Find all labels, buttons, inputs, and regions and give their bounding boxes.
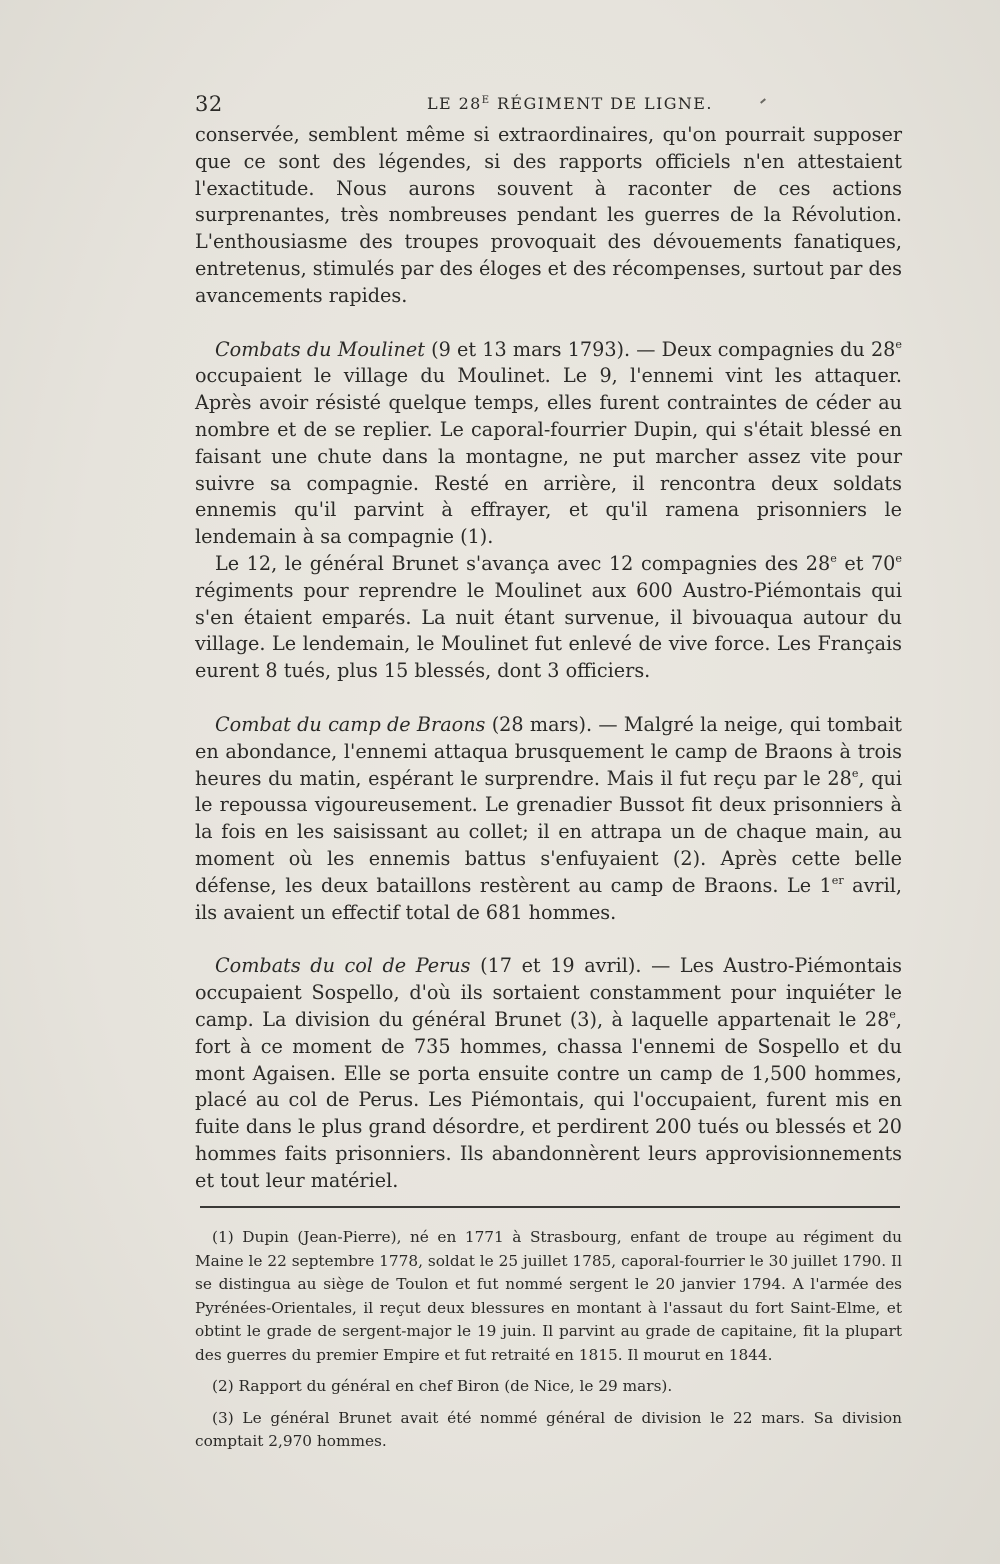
section-heading-moulinet: Combats du Moulinet [215, 337, 425, 361]
paragraph-intro: conservée, semblent même si extraordinaires, qu'on pourrait supposer que ce sont des légendes, si des rapports officiels n'en attestaient l'exactitude. Nous aurons souvent à raconter de ces actions surprenantes, très nombreuses pendant les guerres de la Révolution. L'enthousiasme des troupes provoquait des dévouements fanatiques, entretenus, stimulés par des éloges et des récompenses, surtout par des avancements rapides. [195, 123, 902, 307]
body-text [195, 122, 902, 1194]
page-number: 32 [195, 92, 223, 116]
footnote-2: (2) Rapport du général en chef Biron (de Nice, le 29 mars). [212, 1377, 673, 1396]
section-heading-braons: Combat du camp de Braons [215, 712, 486, 736]
footnote-1: (1) Dupin (Jean-Pierre), né en 1771 à Strasbourg, enfant de troupe au régiment du Maine le 22 septembre 1778, soldat le 25 juillet 1785, caporal-fourrier le 30 juillet 1790. Il se distingua au siège de Toulon et fut nommé sergent le 20 janvier 1794. A l'armée des Pyrénées-Orientales, il reçut deux blessures en montant à l'assaut du fort Saint-Elme, et obtint le grade de sergent-major le 19 juin. Il parvint au grade de capitaine, fit la plupart des guerres du premier Empire et fut retraité en 1815. Il mourut en 1844. [195, 1228, 902, 1364]
footnote-3: (3) Le général Brunet avait été nommé général de division le 22 mars. Sa division comptait 2,970 hommes. [195, 1408, 902, 1451]
paragraph-braons: Combat du camp de Braons (28 mars). — Malgré la neige, qui tombait en abondance, l'ennemi attaqua brusquement le camp de Braons à trois heures du matin, espérant le surprendre. Mais il fut reçu par le 28e, qui le repoussa vigoureusement. Le grenadier Bussot fit deux prisonniers à la fois en les saisissant au collet; il en attrapa un de chaque main, au moment où les ennemis battus s'enfuyaient (2). Après cette belle défense, les deux bataillons restèrent au camp de Braons. Le 1er avril, ils avaient un effectif total de 681 hommes. [195, 712, 902, 924]
paragraph-brunet: Le 12, le général Brunet s'avança avec 12 compagnies des 28e et 70e régiments pour reprendre le Moulinet aux 600 Austro-Piémontais qui s'en étaient emparés. La nuit étant survenue, il bivouaqua autour du village. Le lendemain, le Moulinet fut enlevé de vive force. Les Français eurent 8 tués, plus 15 blessés, dont 3 officiers. [195, 551, 902, 683]
paragraph-perus: Combats du col de Perus (17 et 19 avril). — Les Austro-Piémontais occupaient Sospello, d'où ils sortaient constamment pour inquiéter le camp. La division du général Brunet (3), à laquelle appartenait le 28e, fort à ce moment de 735 hommes, chassa l'ennemi de Sospello et du mont Agaisen. Elle se porta ensuite contre un camp de 1,500 hommes, placé au col de Perus. Les Piémontais, qui l'occupaient, furent mis en fuite dans le plus grand désordre, et perdirent 200 tués ou blessés et 20 hommes faits prisonniers. Ils abandonnèrent leurs approvisionnements et tout leur matériel. [195, 954, 902, 1192]
paragraph-moulinet: Combats du Moulinet (9 et 13 mars 1793). — Deux compagnies du 28e occupaient le village du Moulinet. Le 9, l'ennemi vint les attaquer. Après avoir résisté quelque temps, elles furent contraintes de céder au nombre et de se replier. Le caporal-fourrier Dupin, qui s'était blessé en faisant une chute dans la montagne, ne put marcher assez vite pour suivre sa compagnie. Resté en arrière, il rencontra deux soldats ennemis qu'il parvint à effrayer, et qu'il ramena prisonniers le lendemain à sa compagnie (1). [195, 337, 902, 549]
footnotes [195, 1226, 902, 1454]
section-heading-perus: Combats du col de Perus [215, 954, 471, 978]
running-title: LE $28^E$ RÉGIMENT DE LIGNE. [427, 94, 713, 113]
running-head [195, 88, 902, 122]
footnote-divider [200, 1206, 900, 1208]
